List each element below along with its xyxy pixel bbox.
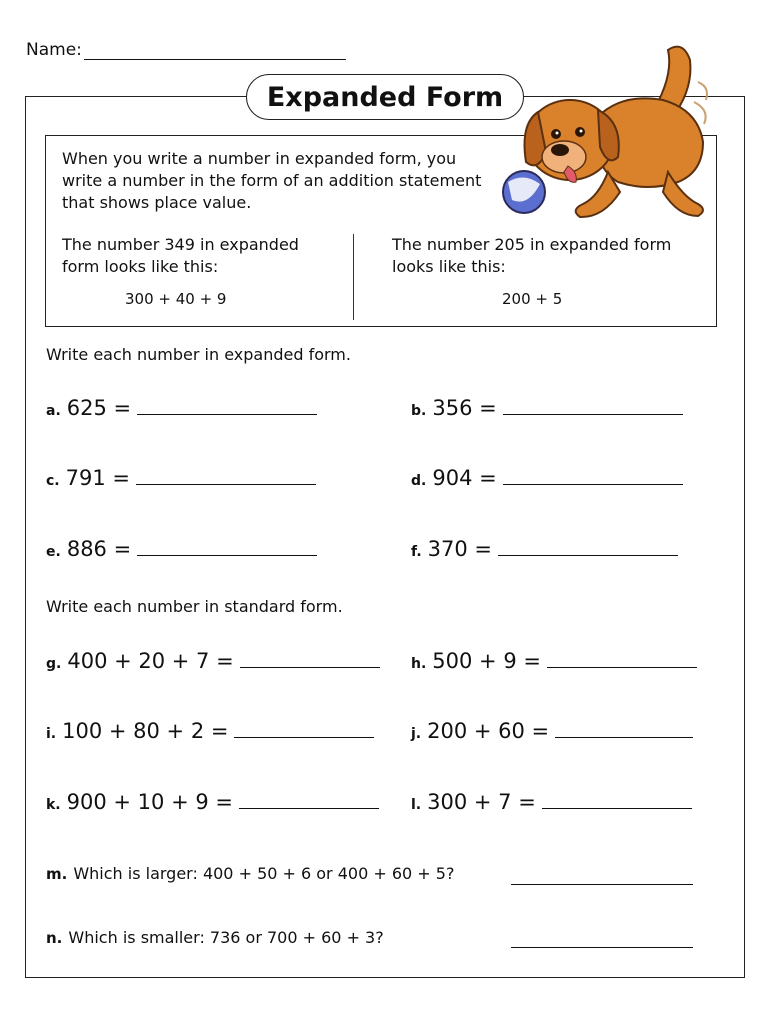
- question-n-answer-blank[interactable]: [511, 946, 693, 948]
- problem-a: [46, 394, 317, 420]
- problem-f: [411, 535, 678, 561]
- problem-letter: b.: [411, 403, 427, 419]
- problem-expression: 904 =: [432, 466, 497, 490]
- problem-letter: g.: [46, 656, 62, 672]
- question-letter: n.: [46, 929, 63, 947]
- problem-l: [411, 788, 692, 814]
- problem-expression: 400 + 20 + 7 =: [67, 649, 234, 673]
- question-m: [46, 864, 454, 883]
- problem-letter: i.: [46, 726, 57, 742]
- answer-blank[interactable]: [503, 394, 683, 415]
- answer-blank[interactable]: [136, 464, 316, 485]
- problem-expression: 900 + 10 + 9 =: [66, 790, 233, 814]
- answer-blank[interactable]: [137, 535, 317, 556]
- problem-letter: f.: [411, 544, 422, 560]
- question-m-answer-blank[interactable]: [511, 883, 693, 885]
- question-letter: m.: [46, 865, 68, 883]
- example-left-text: The number 349 in expanded form looks like this:: [62, 235, 299, 276]
- question-n: [46, 928, 384, 947]
- problem-e: [46, 535, 317, 561]
- answer-blank[interactable]: [555, 717, 693, 738]
- problem-letter: h.: [411, 656, 427, 672]
- problem-letter: e.: [46, 544, 61, 560]
- problem-expression: 791 =: [65, 466, 130, 490]
- problem-expression: 200 + 60 =: [427, 719, 550, 743]
- problem-expression: 300 + 7 =: [427, 790, 536, 814]
- problem-expression: 356 =: [432, 396, 497, 420]
- answer-blank[interactable]: [503, 464, 683, 485]
- problem-letter: k.: [46, 797, 61, 813]
- problem-expression: 886 =: [66, 537, 132, 561]
- problem-h: [411, 647, 697, 673]
- example-right-answer: 200 + 5: [502, 290, 563, 308]
- problem-g: [46, 647, 380, 673]
- answer-blank[interactable]: [547, 647, 697, 668]
- answer-blank[interactable]: [240, 647, 380, 668]
- answer-blank[interactable]: [498, 535, 678, 556]
- name-row: [26, 40, 346, 60]
- problem-letter: j.: [411, 726, 422, 742]
- question-text: Which is smaller: 736 or 700 + 60 + 3?: [68, 928, 384, 947]
- answer-blank[interactable]: [137, 394, 317, 415]
- problem-letter: c.: [46, 473, 60, 489]
- example-right-text: The number 205 in expanded form looks like this:: [392, 235, 672, 276]
- problem-expression: 100 + 80 + 2 =: [62, 719, 229, 743]
- answer-blank[interactable]: [542, 788, 692, 809]
- answer-blank[interactable]: [239, 788, 379, 809]
- dog-illustration-icon: [498, 32, 728, 222]
- name-field[interactable]: [84, 41, 346, 60]
- question-text: Which is larger: 400 + 50 + 6 or 400 + 60 + 5?: [73, 864, 455, 883]
- example-left-answer: 300 + 40 + 9: [125, 290, 227, 308]
- answer-blank[interactable]: [234, 717, 374, 738]
- section2-instruction: Write each number in standard form.: [46, 597, 343, 616]
- example-divider: [353, 234, 354, 320]
- problem-expression: 370 =: [427, 537, 493, 561]
- problem-d: [411, 464, 683, 490]
- problem-j: [411, 717, 693, 743]
- problem-expression: 625 =: [66, 396, 132, 420]
- problem-letter: a.: [46, 403, 61, 419]
- intro-text: When you write a number in expanded form, you write a number in the form of an addition statement that shows place value.: [62, 149, 482, 212]
- problem-letter: l.: [411, 797, 422, 813]
- problem-letter: d.: [411, 473, 427, 489]
- name-label: Name:: [26, 40, 82, 60]
- problem-i: [46, 717, 374, 743]
- section1-instruction: Write each number in expanded form.: [46, 345, 351, 364]
- problem-expression: 500 + 9 =: [432, 649, 541, 673]
- problem-b: [411, 394, 683, 420]
- page-title: Expanded Form: [246, 74, 524, 120]
- problem-k: [46, 788, 379, 814]
- problem-c: [46, 464, 316, 490]
